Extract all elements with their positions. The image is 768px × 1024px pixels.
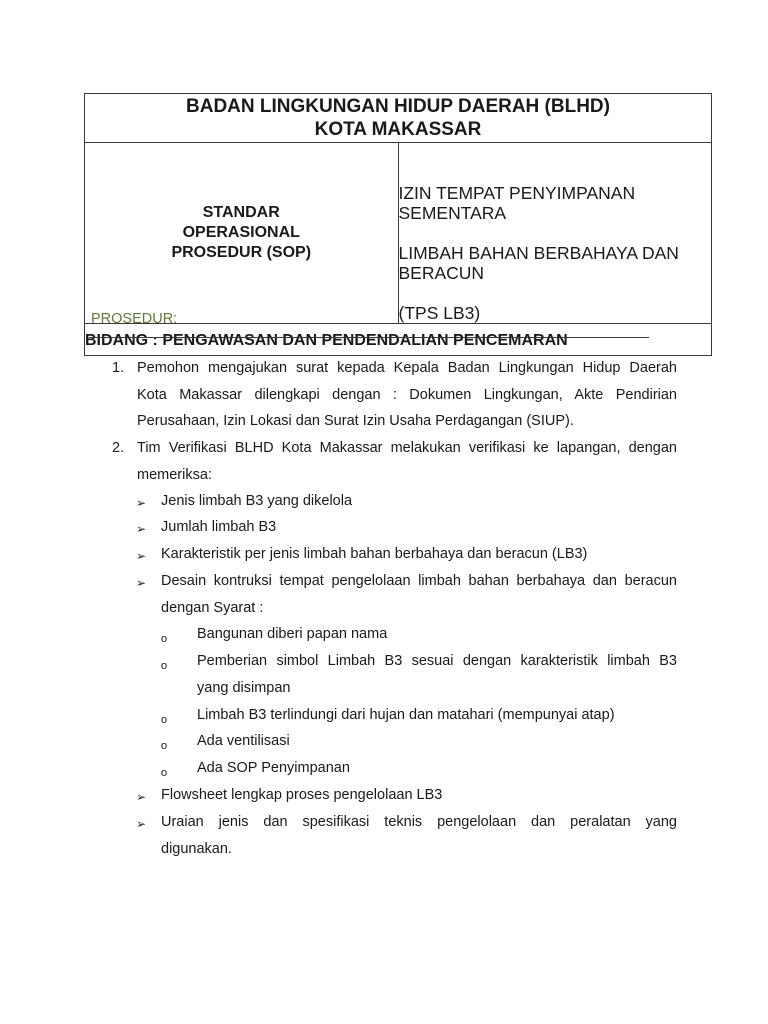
arrow-bullet-icon: ➢	[136, 549, 147, 563]
sop-cell	[85, 143, 399, 324]
bullet-uraian-line1: Uraian jenis dan spesifikasi teknis pengelolaan dan peralatan yang	[161, 814, 677, 830]
agency-title-cell	[85, 94, 712, 143]
circle-bullet-icon: o	[161, 767, 168, 779]
item2-number: 2.	[112, 440, 125, 456]
bullet-desain-line1: Desain kontruksi tempat pengelolaan limbah bahan berbahaya dan beracun	[161, 573, 677, 589]
sub-bangunan: Bangunan diberi papan nama	[197, 626, 388, 642]
arrow-bullet-icon: ➢	[136, 576, 147, 590]
bullet-karakteristik: Karakteristik per jenis limbah bahan berbahaya dan beracun (LB3)	[161, 546, 588, 562]
izin-cell	[398, 143, 712, 324]
sub-ventilisasi: Ada ventilisasi	[197, 733, 290, 749]
sop-line1: STANDAR	[202, 204, 280, 221]
sop-line2: OPERASIONAL	[182, 224, 300, 241]
bullet-jumlah-limbah: Jumlah limbah B3	[161, 519, 277, 535]
sub-simbol-line1: Pemberian simbol Limbah B3 sesuai dengan karakteristik limbah B3	[197, 653, 677, 669]
arrow-bullet-icon: ➢	[136, 817, 147, 831]
item1-line2: Kota Makassar dilengkapi dengan : Dokumen Lingkungan, Akte Pendirian	[137, 387, 677, 403]
item1-line3: Perusahaan, Izin Lokasi dan Surat Izin Usaha Perdagangan (SIUP).	[137, 413, 574, 429]
bidang-cell	[85, 324, 712, 356]
arrow-bullet-icon: ➢	[136, 496, 147, 510]
header-table	[84, 93, 712, 356]
circle-bullet-icon: o	[161, 660, 168, 672]
sub-sop-penyimpanan: Ada SOP Penyimpanan	[197, 760, 350, 776]
item2-line2: memeriksa:	[137, 467, 212, 483]
izin-line3: (TPS LB3)	[398, 303, 481, 323]
item1-number: 1.	[112, 360, 125, 376]
sub-simbol-line2: yang disimpan	[197, 680, 291, 696]
bidang-text: BIDANG : PENGAWASAN DAN PENDENDALIAN PENCEMARAN	[85, 331, 568, 349]
bullet-flowsheet: Flowsheet lengkap proses pengelolaan LB3	[161, 787, 443, 803]
item1-line1: Pemohon mengajukan surat kepada Kepala Badan Lingkungan Hidup Daerah	[137, 360, 677, 376]
item2-line1: Tim Verifikasi BLHD Kota Makassar melakukan verifikasi ke lapangan, dengan	[137, 440, 677, 456]
agency-title-line2: KOTA MAKASSAR	[314, 119, 482, 140]
prosedur-divider	[89, 337, 649, 338]
sub-terlindungi: Limbah B3 terlindungi dari hujan dan matahari (mempunyai atap)	[197, 707, 615, 723]
circle-bullet-icon: o	[161, 633, 168, 645]
izin-line2: LIMBAH BAHAN BERBAHAYA DAN BERACUN	[398, 243, 679, 283]
arrow-bullet-icon: ➢	[136, 790, 147, 804]
circle-bullet-icon: o	[161, 740, 168, 752]
circle-bullet-icon: o	[161, 714, 168, 726]
bullet-desain-line2: dengan Syarat :	[161, 600, 264, 616]
izin-line1: IZIN TEMPAT PENYIMPANAN SEMENTARA	[398, 183, 636, 223]
arrow-bullet-icon: ➢	[136, 522, 147, 536]
prosedur-heading: PROSEDUR:	[91, 311, 178, 327]
bullet-uraian-line2: digunakan.	[161, 841, 232, 857]
sop-line3: PROSEDUR (SOP)	[171, 244, 312, 261]
bullet-jenis-limbah: Jenis limbah B3 yang dikelola	[161, 493, 353, 509]
agency-title-line1: BADAN LINGKUNGAN HIDUP DAERAH (BLHD)	[186, 96, 610, 117]
